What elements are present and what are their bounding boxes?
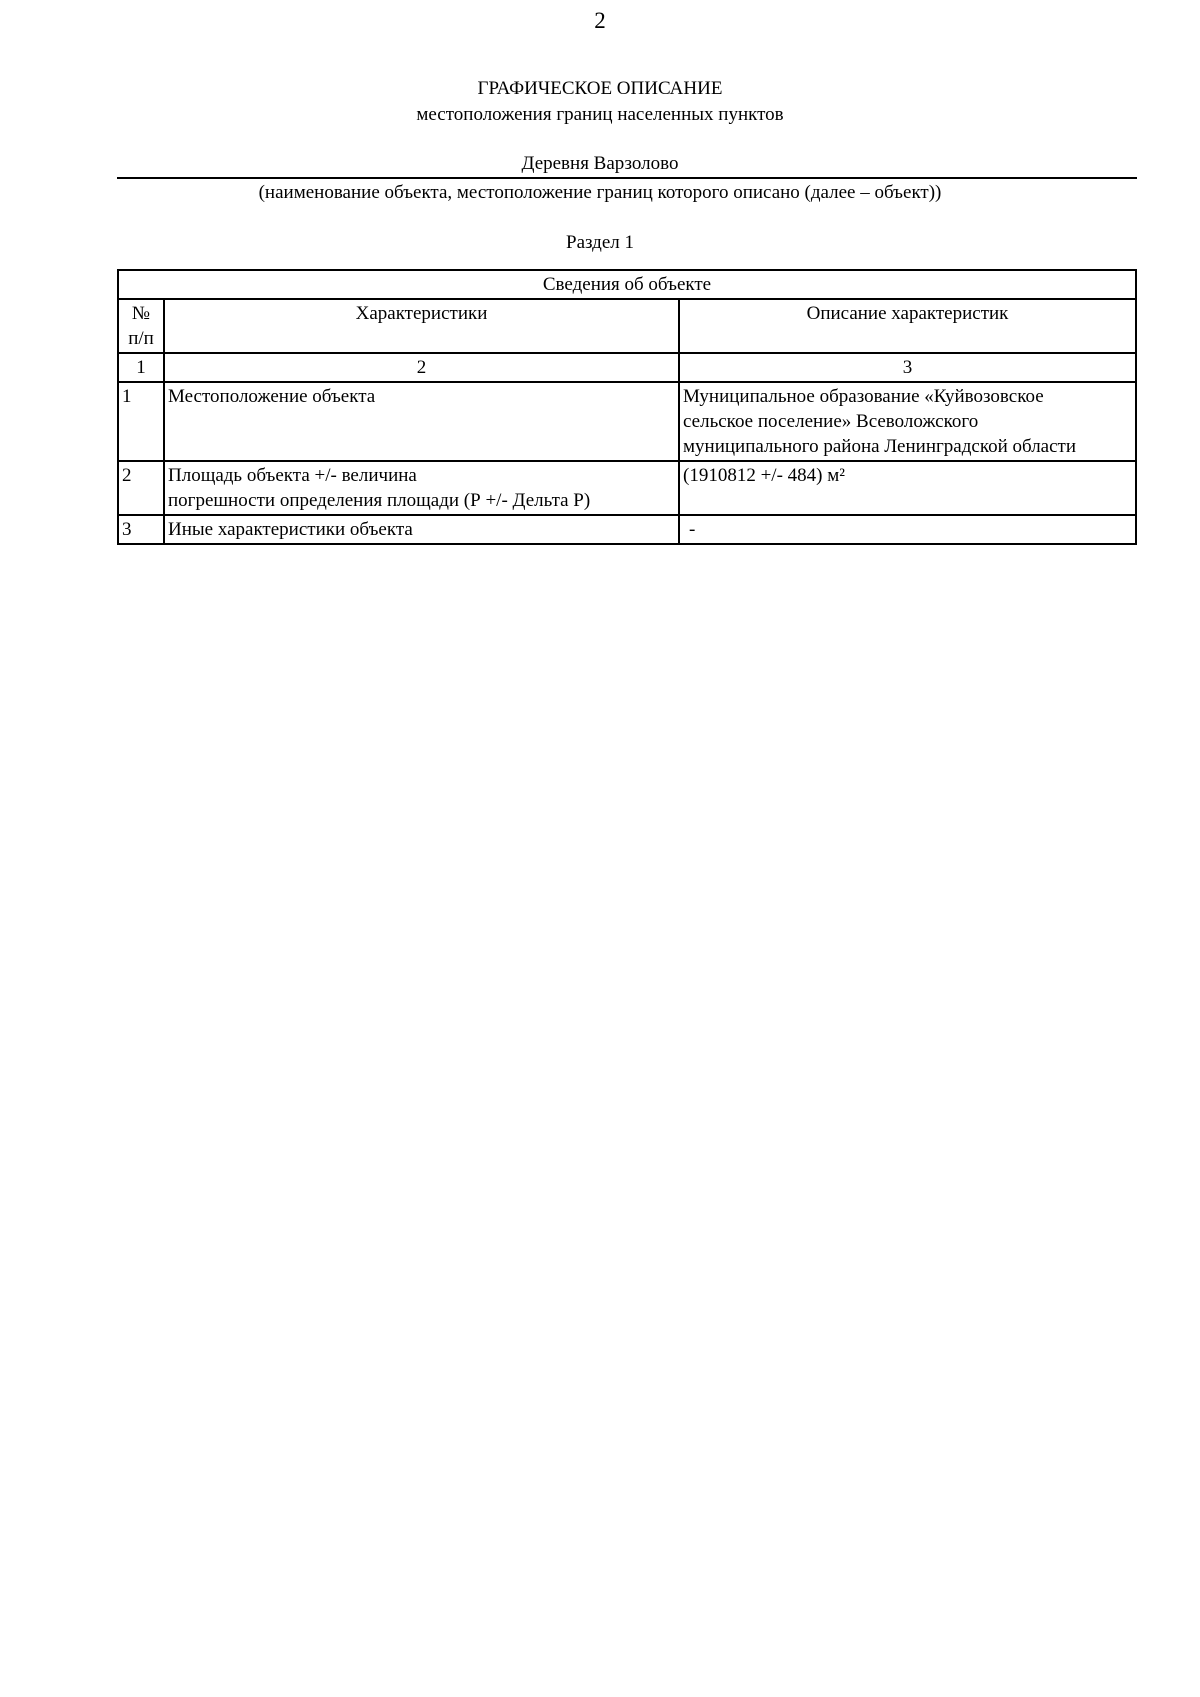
- description-line: сельское поселение» Всеволожского: [683, 411, 979, 432]
- header-no-line1: №: [131, 303, 151, 324]
- description-line: Муниципальное образование «Куйвозовское: [683, 386, 1044, 407]
- characteristic-line: погрешности определения площади (Р +/- Дельта Р): [168, 490, 591, 511]
- header-description: Описание характеристик: [679, 299, 1136, 353]
- row-number: 2: [118, 461, 164, 515]
- column-number-row: [118, 353, 1136, 382]
- characteristic-line: Площадь объекта +/- величина: [168, 465, 417, 486]
- object-name: Деревня Варзолово: [521, 153, 679, 174]
- column-number: 1: [118, 353, 164, 382]
- table-row: [118, 382, 1136, 461]
- row-description: [679, 515, 1136, 544]
- row-characteristic: [164, 515, 679, 544]
- document-subtitle: местоположения границ населенных пунктов: [416, 104, 784, 125]
- column-number: 3: [679, 353, 1136, 382]
- row-number: 1: [118, 382, 164, 461]
- object-name-underline: [117, 177, 1137, 179]
- object-info-table: [117, 269, 1137, 545]
- header-no-cell: [118, 299, 164, 353]
- page-number: 2: [594, 8, 606, 33]
- section-label: Раздел 1: [566, 232, 634, 253]
- row-characteristic: [164, 382, 679, 461]
- object-name-caption: (наименование объекта, местоположение границ которого описано (далее – объект)): [258, 182, 942, 203]
- column-number: 2: [164, 353, 679, 382]
- header-characteristics: Характеристики: [164, 299, 679, 353]
- characteristic-line: Иные характеристики объекта: [168, 519, 413, 540]
- row-number: 3: [118, 515, 164, 544]
- row-description: [679, 461, 1136, 515]
- row-characteristic: [164, 461, 679, 515]
- table-row: [118, 461, 1136, 515]
- table-header-row: [118, 299, 1136, 353]
- table-caption: Сведения об объекте: [118, 270, 1136, 299]
- header-no-line2: п/п: [128, 328, 154, 349]
- description-line: (1910812 +/- 484) м²: [683, 465, 845, 486]
- row-description: [679, 382, 1136, 461]
- document-title: ГРАФИЧЕСКОЕ ОПИСАНИЕ: [477, 78, 723, 99]
- characteristic-line: Местоположение объекта: [168, 386, 376, 407]
- description-line: -: [689, 519, 696, 540]
- description-line: муниципального района Ленинградской области: [683, 436, 1077, 457]
- table-row: [118, 515, 1136, 544]
- table-caption-row: [118, 270, 1136, 299]
